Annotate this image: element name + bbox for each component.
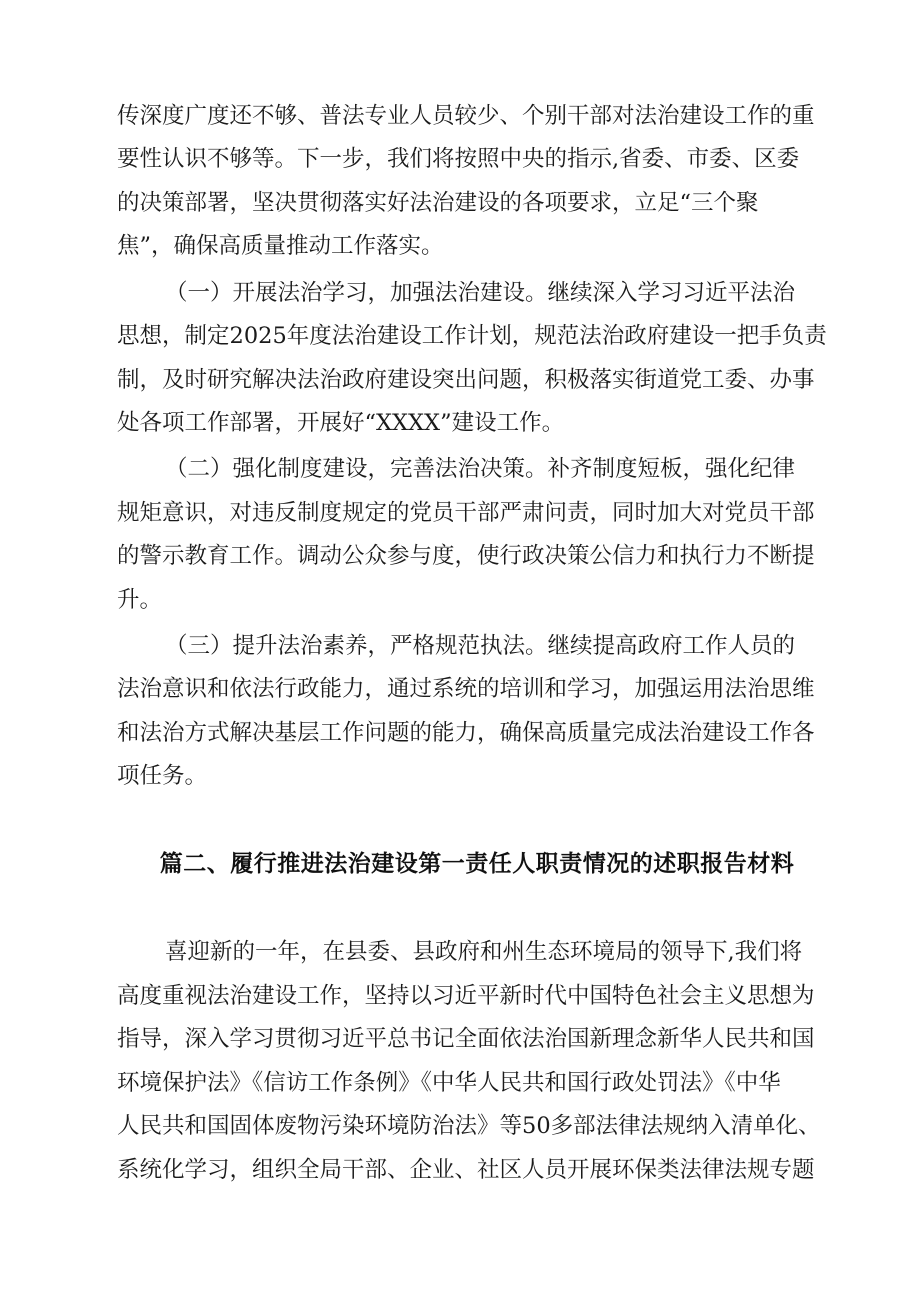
text-line: 指导，深入学习贯彻习近平总书记全面依法治国新理念新华人民共和国 xyxy=(117,1026,815,1052)
text-line: 焦”，确保高质量推动工作落实。 xyxy=(117,233,444,259)
text-line: 传深度广度还不够、普法专业人员较少、个别干部对法治建设工作的重 xyxy=(117,103,815,129)
text-line: 环境保护法》《信访工作条例》《中华人民共和国行政处罚法》《中华 xyxy=(117,1070,781,1096)
text-line: 处各项工作部署，开展好“XXXX”建设工作。 xyxy=(117,410,565,436)
text-line: 制，及时研究解决法治政府建设突出问题，积极落实街道党工委、办事 xyxy=(117,367,815,393)
text-line: （二）强化制度建设，完善法治决策。补齐制度短板，强化纪律 xyxy=(165,456,796,482)
text-line: （一）开展法治学习，加强法治建设。继续深入学习习近平法治 xyxy=(165,280,796,306)
text-line: 要性认识不够等。下一步，我们将按照中央的指示,省委、市委、区委 xyxy=(117,146,800,172)
text-line: 法治意识和依法行政能力，通过系统的培训和学习，加强运用法治思维 xyxy=(117,676,815,702)
text-line: 的决策部署，坚决贯彻落实好法治建设的各项要求，立足“三个聚 xyxy=(117,190,759,216)
text-line: 思想，制定2025年度法治建设工作计划，规范法治政府建设一把手负责 xyxy=(117,323,827,349)
text-line: 和法治方式解决基层工作问题的能力，确保高质量完成法治建设工作各 xyxy=(117,720,815,746)
text-line: 喜迎新的一年，在县委、县政府和州生态环境局的领导下,我们将 xyxy=(165,939,803,965)
section-title: 篇二、履行推进法治建设第一责任人职责情况的述职报告材料 xyxy=(159,851,795,877)
text-line: 高度重视法治建设工作，坚持以习近平新时代中国特色社会主义思想为 xyxy=(117,983,815,1009)
text-line: （三）提升法治素养，严格规范执法。继续提高政府工作人员的 xyxy=(165,633,796,659)
text-line: 系统化学习，组织全局干部、企业、社区人员开展环保类法律法规专题 xyxy=(117,1157,815,1183)
text-line: 升。 xyxy=(117,587,163,613)
text-line: 项任务。 xyxy=(117,763,208,789)
text-line: 规矩意识，对违反制度规定的党员干部严肃问责，同时加大对党员干部 xyxy=(117,500,815,526)
text-line: 的警示教育工作。调动公众参与度，使行政决策公信力和执行力不断提 xyxy=(117,543,815,569)
text-line: 人民共和国固体废物污染环境防治法》等50多部法律法规纳入清单化、 xyxy=(117,1113,821,1139)
